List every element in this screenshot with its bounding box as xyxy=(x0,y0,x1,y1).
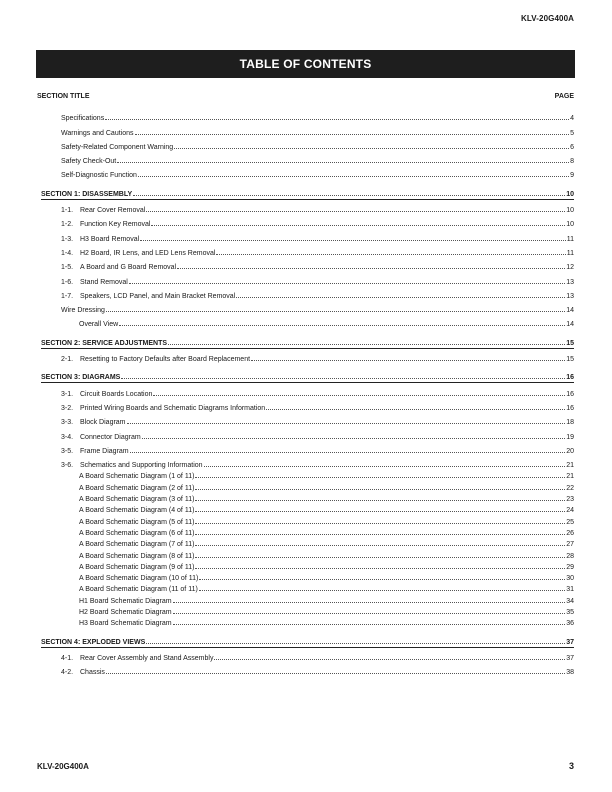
toc-entry[interactable] xyxy=(38,526,574,537)
toc-entry-page: 21 xyxy=(566,473,574,481)
toc-entry-page: 27 xyxy=(566,541,574,549)
toc-entry-title-group xyxy=(41,374,120,381)
toc-entry[interactable] xyxy=(38,571,574,582)
dot-leader xyxy=(121,377,565,379)
toc-entry[interactable] xyxy=(38,108,574,122)
toc-entry-number: 1-3. xyxy=(61,235,74,243)
toc-entry-page: 8 xyxy=(570,158,574,166)
toc-entry-title-group xyxy=(79,575,198,582)
toc-entry-page: 31 xyxy=(566,586,574,594)
toc-entry-title: A Board Schematic Diagram (11 of 11) xyxy=(79,586,198,594)
toc-entry-title-group xyxy=(61,158,116,165)
toc-entry-page: 16 xyxy=(566,374,574,382)
toc-entry[interactable] xyxy=(38,122,574,136)
toc-entry-page: 6 xyxy=(570,143,574,151)
toc-entry-page: 10 xyxy=(566,207,574,215)
toc-entry-title-group xyxy=(61,419,126,426)
toc-entry-title-group xyxy=(61,655,213,662)
toc-entry-number: 1-5. xyxy=(61,264,74,272)
toc-entry[interactable] xyxy=(38,151,574,165)
toc-entry-page: 11 xyxy=(566,235,574,243)
toc-entry-number: 3-2. xyxy=(61,404,74,412)
footer-page-number: 3 xyxy=(568,761,574,771)
dot-leader xyxy=(146,642,565,644)
toc-entry-page: 37 xyxy=(566,654,574,662)
toc-entry-title: A Board Schematic Diagram (4 of 11) xyxy=(79,507,195,515)
toc-entry-page: 29 xyxy=(566,563,574,571)
toc-entry[interactable] xyxy=(38,286,574,300)
dot-leader xyxy=(138,175,569,177)
toc-entry-page: 38 xyxy=(566,669,574,677)
toc-entry-page: 13 xyxy=(566,278,574,286)
toc-entry-page: 9 xyxy=(570,172,574,180)
toc-entry-title-group xyxy=(61,356,250,363)
toc-entry-page: 16 xyxy=(566,390,574,398)
toc-entry[interactable] xyxy=(38,314,574,328)
dot-leader xyxy=(199,589,565,591)
toc-entry-title: Overall View xyxy=(79,321,119,329)
dot-leader xyxy=(251,359,565,361)
toc-entry-page: 28 xyxy=(566,552,574,560)
header-model-number: KLV-20G400A xyxy=(521,14,574,23)
toc-entry-number: 3-4. xyxy=(61,433,74,441)
toc-entry[interactable] xyxy=(38,662,574,676)
toc-entry-title: SECTION 1: DISASSEMBLY xyxy=(41,190,133,198)
toc-entry-title-group xyxy=(41,340,167,347)
dot-leader xyxy=(117,161,569,163)
toc-entry-title-group xyxy=(61,221,150,228)
toc-entry-page: 36 xyxy=(566,620,574,628)
dot-leader xyxy=(195,556,565,558)
toc-banner xyxy=(36,50,575,78)
toc-entry[interactable] xyxy=(38,200,574,214)
toc-entry-page: 11 xyxy=(566,249,574,257)
toc-entry-title: A Board and G Board Removal xyxy=(80,264,177,272)
toc-entry-title: A Board Schematic Diagram (7 of 11) xyxy=(79,541,195,549)
toc-entry-title-group xyxy=(61,264,176,271)
dot-leader xyxy=(135,133,570,135)
toc-entry-page: 14 xyxy=(566,307,574,315)
toc-entry-number: 1-2. xyxy=(61,221,74,229)
toc-entry[interactable] xyxy=(38,412,574,426)
toc-entry-title: Block Diagram xyxy=(80,419,126,427)
dot-leader xyxy=(195,510,565,512)
dot-leader xyxy=(146,210,565,212)
toc-entry[interactable] xyxy=(38,503,574,514)
toc-entry[interactable] xyxy=(38,480,574,491)
toc-entry-number: 2-1. xyxy=(61,356,74,364)
toc-entry-title-group xyxy=(61,250,215,257)
dot-leader xyxy=(173,601,566,603)
toc-entry-title-group xyxy=(79,598,172,605)
toc-entry-title: Schematics and Supporting Information xyxy=(80,462,203,470)
toc-entry[interactable] xyxy=(38,165,574,179)
toc-entry-title-group xyxy=(61,669,105,676)
toc-entry[interactable] xyxy=(38,455,574,469)
dot-leader xyxy=(266,408,565,410)
toc-entry-title-group xyxy=(61,448,129,455)
dot-leader xyxy=(173,623,566,625)
dot-leader xyxy=(177,267,565,269)
toc-entry-title-group xyxy=(61,391,152,398)
toc-entry-title-group xyxy=(79,564,194,571)
dot-leader xyxy=(199,578,565,580)
toc-entry-page: 15 xyxy=(566,339,574,347)
toc-entry-page: 30 xyxy=(566,575,574,583)
toc-entry-title: H3 Board Schematic Diagram xyxy=(79,620,172,628)
toc-section-heading[interactable] xyxy=(38,332,574,346)
toc-entry-page: 18 xyxy=(566,419,574,427)
toc-entry-page: 20 xyxy=(566,447,574,455)
toc-entry-page: 10 xyxy=(566,221,574,229)
dot-leader xyxy=(174,147,569,149)
toc-entry-title: A Board Schematic Diagram (9 of 11) xyxy=(79,563,195,571)
toc-entry[interactable] xyxy=(38,243,574,257)
toc-entry-title-group xyxy=(79,530,194,537)
dot-leader xyxy=(195,488,565,490)
toc-entry[interactable] xyxy=(38,137,574,151)
toc-entry-number: 1-7. xyxy=(61,292,74,300)
toc-entry-title: Printed Wiring Boards and Schematic Diagrams Information xyxy=(80,404,266,412)
dot-leader xyxy=(133,194,565,196)
toc-entry-number: 3-3. xyxy=(61,419,74,427)
toc-entry-title-group xyxy=(79,321,118,328)
dot-leader xyxy=(105,118,569,120)
toc-entry-number: 1-4. xyxy=(61,249,74,257)
toc-entry-title-group xyxy=(61,207,145,214)
toc-entry-title: Rear Cover Assembly and Stand Assembly xyxy=(80,654,214,662)
toc-entry-title: SECTION 4: EXPLODED VIEWS xyxy=(41,638,146,646)
toc-entry[interactable] xyxy=(38,514,574,525)
toc-entry-number: 3-6. xyxy=(61,462,74,470)
toc-entry-page: 10 xyxy=(566,190,574,198)
toc-entry[interactable] xyxy=(38,492,574,503)
toc-entry-title: Specifications xyxy=(61,115,105,123)
toc-list xyxy=(38,108,574,676)
toc-entry-title: A Board Schematic Diagram (8 of 11) xyxy=(79,552,195,560)
toc-entry[interactable] xyxy=(38,300,574,314)
toc-entry-title: A Board Schematic Diagram (10 of 11) xyxy=(79,575,199,583)
dot-leader xyxy=(204,465,566,467)
dot-leader xyxy=(130,451,566,453)
toc-entry-title: Resetting to Factory Defaults after Board Replacement xyxy=(80,356,251,364)
toc-entry-title: A Board Schematic Diagram (5 of 11) xyxy=(79,518,195,526)
toc-section-heading[interactable] xyxy=(38,183,574,197)
toc-entry-title: H3 Board Removal xyxy=(80,235,140,243)
section-title-column-label: SECTION TITLE xyxy=(37,93,90,100)
toc-entry-title: A Board Schematic Diagram (2 of 11) xyxy=(79,484,195,492)
toc-entry-title-group xyxy=(79,609,172,616)
toc-entry-title: Speakers, LCD Panel, and Main Bracket Removal xyxy=(80,292,236,300)
toc-entry-page: 25 xyxy=(566,518,574,526)
toc-entry-title-group xyxy=(79,620,172,627)
dot-leader xyxy=(216,253,565,255)
dot-leader xyxy=(127,422,566,424)
toc-entry-page: 22 xyxy=(566,484,574,492)
toc-entry-title: Rear Cover Removal xyxy=(80,207,146,215)
toc-entry[interactable] xyxy=(38,349,574,363)
dot-leader xyxy=(195,522,565,524)
footer-model-number: KLV-20G400A xyxy=(37,762,89,771)
toc-entry-title-group xyxy=(61,279,128,286)
toc-entry-number: 3-5. xyxy=(61,447,74,455)
toc-entry-title-group xyxy=(61,462,203,469)
toc-entry[interactable] xyxy=(38,593,574,604)
toc-entry-title: Frame Diagram xyxy=(80,447,129,455)
dot-leader xyxy=(129,282,565,284)
toc-entry-title-group xyxy=(61,307,105,314)
toc-entry-page: 26 xyxy=(566,529,574,537)
toc-entry-title: Warnings and Cautions xyxy=(61,129,134,137)
toc-entry[interactable] xyxy=(38,228,574,242)
dot-leader xyxy=(195,533,565,535)
toc-entry-number: 1-1. xyxy=(61,207,74,215)
toc-entry-title: Stand Removal xyxy=(80,278,128,286)
toc-section-heading[interactable] xyxy=(38,367,574,381)
toc-entry-title-group xyxy=(79,485,194,492)
toc-entry-title-group xyxy=(61,236,139,243)
toc-entry-number: 4-1. xyxy=(61,654,74,662)
toc-entry-title: SECTION 2: SERVICE ADJUSTMENTS xyxy=(41,339,168,347)
toc-entry[interactable] xyxy=(38,582,574,593)
toc-entry-title: Chassis xyxy=(80,669,105,677)
dot-leader xyxy=(173,612,566,614)
dot-leader xyxy=(106,310,565,312)
dot-leader xyxy=(140,239,566,241)
toc-entry[interactable] xyxy=(38,257,574,271)
toc-entry[interactable] xyxy=(38,398,574,412)
dot-leader xyxy=(106,672,565,674)
dot-leader xyxy=(236,296,565,298)
dot-leader xyxy=(195,499,565,501)
toc-entry-title: Safety-Related Component Warning xyxy=(61,143,174,151)
dot-leader xyxy=(142,437,566,439)
toc-entry[interactable] xyxy=(38,426,574,440)
toc-entry-page: 35 xyxy=(566,608,574,616)
toc-title: TABLE OF CONTENTS xyxy=(239,57,372,71)
toc-entry-title-group xyxy=(79,507,194,514)
toc-entry[interactable] xyxy=(38,537,574,548)
toc-entry[interactable] xyxy=(38,441,574,455)
toc-entry-page: 23 xyxy=(566,496,574,504)
dot-leader xyxy=(153,394,565,396)
toc-entry-title-group xyxy=(79,473,194,480)
toc-entry-title: Wire Dressing xyxy=(61,307,105,315)
toc-entry-page: 21 xyxy=(566,462,574,470)
toc-entry-title-group xyxy=(41,639,145,646)
dot-leader xyxy=(168,343,565,345)
dot-leader xyxy=(195,476,565,478)
toc-entry-title-group xyxy=(61,130,134,137)
toc-entry-page: 19 xyxy=(566,433,574,441)
toc-entry-title-group xyxy=(61,144,173,151)
toc-entry-title: H1 Board Schematic Diagram xyxy=(79,597,172,605)
toc-entry-title: Self-Diagnostic Function xyxy=(61,172,137,180)
toc-entry-number: 4-2. xyxy=(61,669,74,677)
toc-entry-page: 5 xyxy=(570,129,574,137)
toc-entry-title-group xyxy=(61,434,141,441)
toc-entry-title-group xyxy=(79,586,198,593)
toc-entry[interactable] xyxy=(38,560,574,571)
toc-entry-title: Connector Diagram xyxy=(80,433,141,441)
page-column-label: PAGE xyxy=(554,93,574,100)
toc-section-heading[interactable] xyxy=(38,631,574,645)
toc-entry-page: 4 xyxy=(570,115,574,123)
toc-entry-title-group xyxy=(61,293,235,300)
toc-entry[interactable] xyxy=(38,271,574,285)
toc-entry-title: SECTION 3: DIAGRAMS xyxy=(41,374,121,382)
toc-entry-title-group xyxy=(79,519,194,526)
toc-entry-page: 12 xyxy=(566,264,574,272)
toc-entry-title-group xyxy=(79,553,194,560)
dot-leader xyxy=(151,224,565,226)
toc-entry-number: 1-6. xyxy=(61,278,74,286)
toc-entry-title-group xyxy=(79,541,194,548)
column-headers xyxy=(37,93,574,100)
toc-entry[interactable] xyxy=(38,469,574,480)
dot-leader xyxy=(119,324,565,326)
toc-entry-title: A Board Schematic Diagram (3 of 11) xyxy=(79,496,195,504)
toc-entry-title: H2 Board Schematic Diagram xyxy=(79,608,172,616)
toc-entry-title-group xyxy=(61,172,137,179)
toc-entry-page: 24 xyxy=(566,507,574,515)
toc-entry-page: 13 xyxy=(566,292,574,300)
toc-entry-title: H2 Board, IR Lens, and LED Lens Removal xyxy=(80,249,216,257)
toc-entry[interactable] xyxy=(38,548,574,559)
toc-entry-page: 34 xyxy=(566,597,574,605)
toc-entry-title: A Board Schematic Diagram (6 of 11) xyxy=(79,529,195,537)
toc-entry-title: Function Key Removal xyxy=(80,221,151,229)
toc-entry-page: 15 xyxy=(566,356,574,364)
dot-leader xyxy=(195,544,565,546)
toc-entry-title-group xyxy=(41,191,132,198)
toc-entry-page: 16 xyxy=(566,404,574,412)
toc-entry-title-group xyxy=(61,115,104,122)
toc-entry-title: Circuit Boards Location xyxy=(80,390,153,398)
toc-entry[interactable] xyxy=(38,648,574,662)
toc-entry-title-group xyxy=(79,496,194,503)
toc-entry-page: 14 xyxy=(566,321,574,329)
toc-entry[interactable] xyxy=(38,605,574,616)
toc-entry-title: A Board Schematic Diagram (1 of 11) xyxy=(79,473,195,481)
toc-entry[interactable] xyxy=(38,616,574,627)
toc-entry[interactable] xyxy=(38,383,574,397)
toc-entry-title-group xyxy=(61,405,265,412)
dot-leader xyxy=(214,658,565,660)
toc-entry-number: 3-1. xyxy=(61,390,74,398)
toc-entry-page: 37 xyxy=(566,638,574,646)
dot-leader xyxy=(195,567,565,569)
toc-entry[interactable] xyxy=(38,214,574,228)
toc-entry-title: Safety Check-Out xyxy=(61,158,117,166)
